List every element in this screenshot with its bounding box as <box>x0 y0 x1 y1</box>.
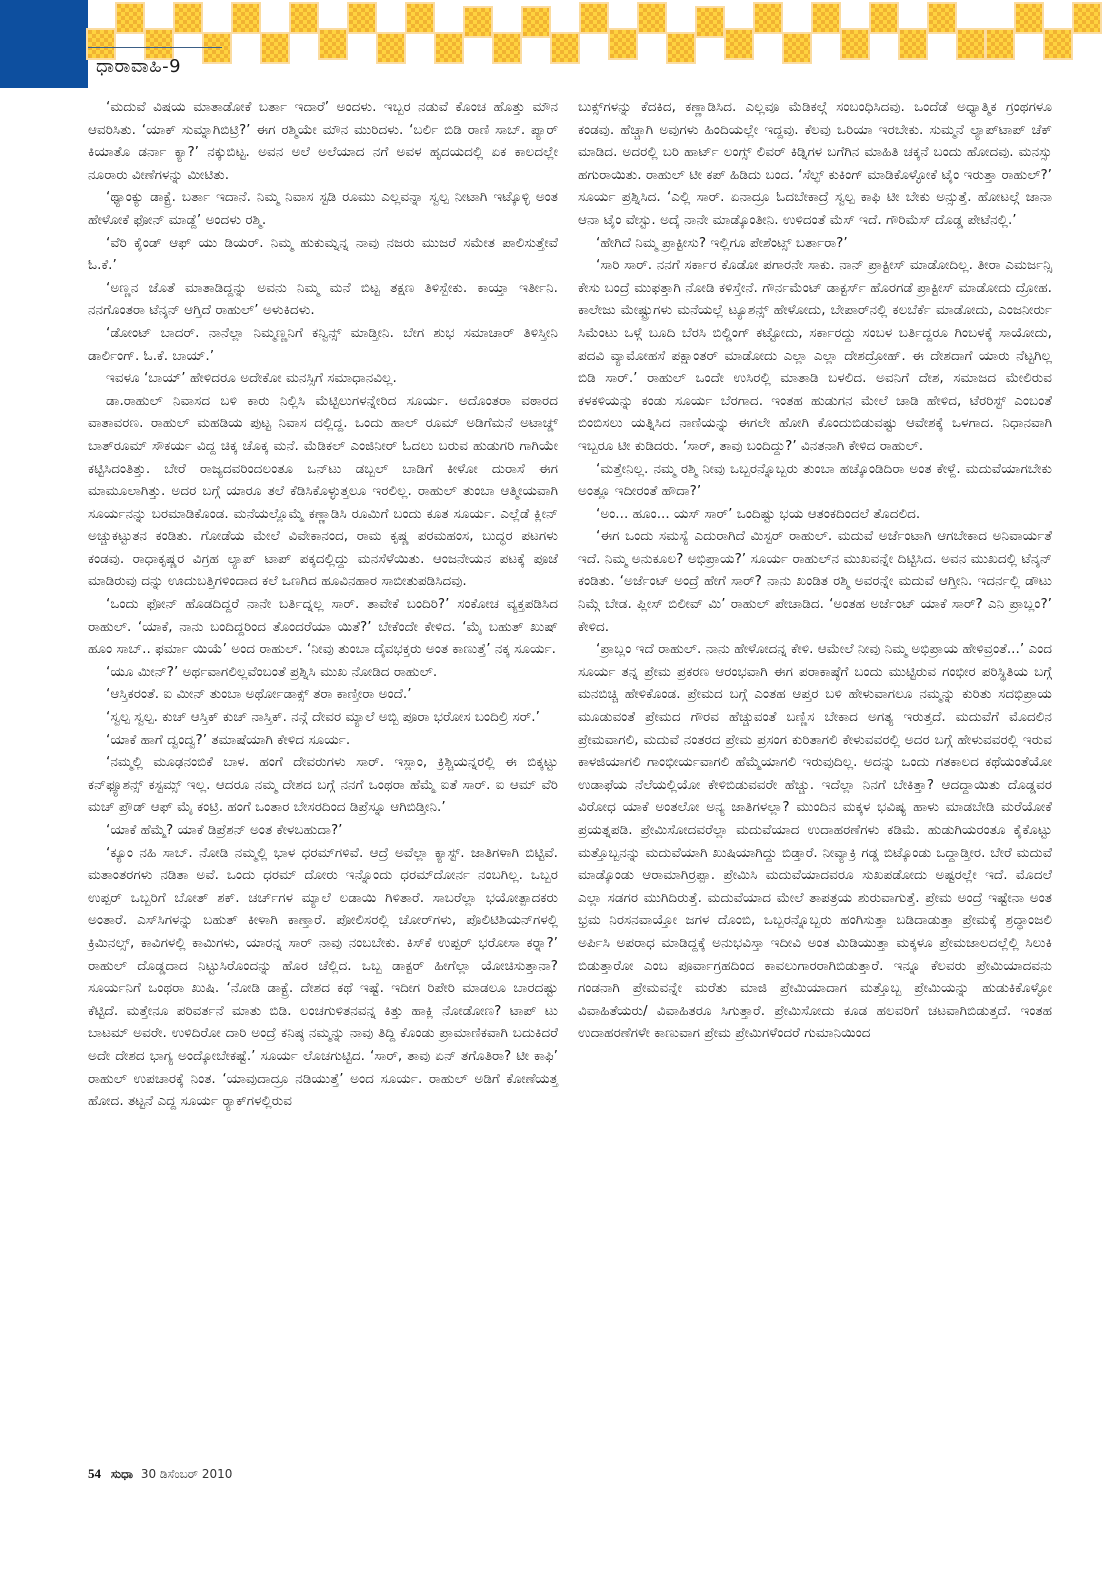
header-rule <box>88 47 222 48</box>
pattern-square <box>581 4 607 32</box>
issue-date: 30 ಡಿಸೆಂಬರ್ 2010 <box>140 1467 233 1481</box>
pattern-square <box>668 34 694 62</box>
article-paragraph: ‘ಯಾಕೆ ಹೆಮ್ಮೆ? ಯಾಕೆ ಡಿಪ್ರೆಶನ್ ಅಂತ ಕೇಳಬಹುದಾ?’ <box>106 822 343 838</box>
article-paragraph: ‘ಹೇಗಿದೆ ನಿಮ್ಮ ಪ್ರಾಕ್ಟೀಸು? ಇಲ್ಲಿಗೂ ಪೇಶೆಂಟ್ಸ್ ಬರ್ತಾರಾ?’ <box>596 234 848 251</box>
article-paragraph: ‘ಮದುವೆ ವಿಷಯ ಮಾತಾಡೋಕೆ ಬರ್ತಾ ಇದಾರೆ’ ಅಂದಳು. ಇಬ್ಬರ ನಡುವೆ ಕೊಂಚ ಹೊತ್ತು ಮೌನ ಆವರಿಸಿತು. ‘ಯಾಕ್ ಸುಮ್ನಾಗಿಬಿಟ್ರಿ?’ ಈಗ ರಶ್ಮಿಯೇ ಮೌನ ಮುರಿದಳು. ‘ಬರ್ಲಿ ಬಿಡಿ ರಾಣಿ ಸಾಬ್. ಪ್ಯಾರ್ ಕಿಯಾತೊ ಡರ್ನಾ ಕ್ಯಾ?’ ನಕ್ಕುಬಿಟ್ಟ. ಅವನ ಅಲೆ ಅಲೆಯಾದ ನಗೆ ಅವಳ ಹೃದಯದಲ್ಲಿ ಏಕ ಕಾಲದಲ್ಲೇ ನೂರಾರು ವೀಣೆಗಳನ್ನು ಮೀಟಿತು. <box>88 99 558 183</box>
article-paragraph: ‘ಒಂದು ಫೋನ್ ಹೊಡದಿದ್ದರೆ ನಾನೇ ಬರ್ತಿದ್ನಲ್ಲ ಸಾರ್. ತಾವೇಕೆ ಬಂದಿರಿ?’ ಸಂಕೋಚ ವ್ಯಕ್ತಪಡಿಸಿದ ರಾಹುಲ್. ‘ಯಾಕೆ, ನಾನು ಬಂದಿದ್ದರಿಂದ ತೊಂದರೆಯಾ ಯಿತೆ?’ ಬೇಕೆಂದೇ ಕೇಳಿದ. ‘ಮೈ ಬಹುತ್ ಖುಷ್ ಹೂಂ ಸಾಬ್.. ಫರ್ಮಾ ಯಿಯೆ’ ಅಂದ ರಾಹುಲ್. ‘ನೀವು ತುಂಬಾ ದೈವಭಕ್ತರು ಅಂತ ಕಾಣುತ್ತೆ’ ನಕ್ಕ ಸೂರ್ಯ. <box>88 596 558 658</box>
pattern-square <box>262 34 288 62</box>
pattern-square <box>929 4 955 32</box>
series-title: ಧಾರಾವಾಹಿ-9 <box>96 56 182 77</box>
article-paragraph: ‘ಅಂ... ಹೂಂ... ಯಸ್ ಸಾರ್’ ಒಂದಿಷ್ಟು ಭಯ ಆತಂಕದಿಂದಲೆ ತೊದಲಿದ. <box>596 505 921 522</box>
pattern-square <box>88 30 114 58</box>
pattern-square <box>146 30 172 58</box>
pattern-square <box>784 34 810 62</box>
pattern-square <box>407 4 433 32</box>
article-paragraph: ಇವಳೂ ‘ಬಾಯ್’ ಹೇಳಿದರೂ ಅದೇಕೋ ಮನಸ್ಸಿಗೆ ಸಮಾಧಾನವಿಲ್ಲ. <box>106 370 397 387</box>
article-paragraph: ‘ಈಗ ಒಂದು ಸಮಸ್ಯೆ ಎದುರಾಗಿದೆ ಮಿಸ್ಟರ್ ರಾಹುಲ್. ಮದುವೆ ಅರ್ಜೆಂಟಾಗಿ ಆಗಬೇಕಾದ ಅನಿವಾರ್ಯತೆ ಇದೆ. ನಿಮ್ಮ ಅನುಕೂಲ? ಅಭಿಪ್ರಾಯ?’ ಸೂರ್ಯ ರಾಹುಲ್‌ನ ಮುಖವನ್ನೇ ದಿಟ್ಟಿಸಿದ. ಅವನ ಮುಖದಲ್ಲಿ ಟೆನ್ಶನ್ ಕಂಡಿತು. ‘ಅರ್ಜೆಂಟ್ ಅಂದ್ರೆ ಹೇಗೆ ಸಾರ್? ನಾನು ಖಂಡಿತ ರಶ್ಮಿ ಅವರನ್ನೇ ಮದುವೆ ಆಗ್ತೀನಿ. ಇದರ್ನಲ್ಲಿ ಡೌಟು ನಿಮ್ಗೆ ಬೇಡ. ಪ್ಲೀಸ್ ಬಿಲೀವ್ ಮಿ’ ರಾಹುಲ್ ಪೇಚಾಡಿದ. ‘ಅಂತಹ ಅರ್ಜೆಂಟ್ ಯಾಕೆ ಸಾರ್? ಎನಿ ಪ್ರಾಬ್ಲಂ?’ ಕೇಳಿದ. <box>578 528 1052 635</box>
pattern-square <box>349 4 375 32</box>
article-paragraph: ಡಾ.ರಾಹುಲ್ ನಿವಾಸದ ಬಳಿ ಕಾರು ನಿಲ್ಲಿಸಿ ಮೆಟ್ಟಿಲುಗಳನ್ನೇರಿದ ಸೂರ್ಯ. ಅದೊಂತರಾ ವಠಾರದ ವಾತಾವರಣ. ರಾಹುಲ್ ಮಹಡಿಯ ಪುಟ್ಟ ನಿವಾಸ ದಲ್ಲಿದ್ದ. ಒಂದು ಹಾಲ್ ರೂಮ್ ಅಡಿಗೆಮನೆ ಅಟಾಚ್ಡ್ ಬಾತ್‌ರೂಮ್ ಸೌಕರ್ಯ ವಿದ್ದ ಚಿಕ್ಕ ಚೊಕ್ಕ ಮನೆ. ಮೆಡಿಕಲ್ ಎಂಜಿನೀರ್ ಓದಲು ಬರುವ ಹುಡುಗರಿ ಗಾಗಿಯೇ ಕಟ್ಟಿಸಿದಂತಿತ್ತು. ಬೇರೆ ರಾಜ್ಯದವರಿಂದಲಂತೂ ಒನ್‌ಟು ಡಬ್ಬಲ್ ಬಾಡಿಗೆ ಕೀಳೋ ದುರಾಸೆ ಈಗ ಮಾಮೂಲಾಗಿತ್ತು. ಅದರ ಬಗ್ಗೆ ಯಾರೂ ತಲೆ ಕೆಡಿಸಿಕೊಳ್ಳುತ್ತಲೂ ಇರಲಿಲ್ಲ. ರಾಹುಲ್ ತುಂಬಾ ಆತ್ಮೀಯವಾಗಿ ಸೂರ್ಯನನ್ನು ಬರಮಾಡಿಕೊಂಡ. ಮನೆಯಲ್ಲೊಮ್ಮೆ ಕಣ್ಣಾಡಿಸಿ ರೂಮಿಗೆ ಬಂದು ಕೂತ ಸೂರ್ಯ. ಎಲ್ಲೆಡೆ ಕ್ಲೀನ್ ಅಚ್ಚುಕಟ್ಟುತನ ಕಂಡಿತು. ಗೋಡೆಯ ಮೇಲೆ ವಿವೇಕಾನಂದ, ರಾಮ ಕೃಷ್ಣ ಪರಮಹಂಸ, ಬುದ್ಧರ ಪಟಗಳು ಕಂಡವು. ರಾಧಾಕೃಷ್ಣರ ವಿಗ್ರಹ ಲ್ಯಾಪ್ ಟಾಪ್ ಪಕ್ಕದಲ್ಲಿದ್ದು ಮನಸೆಳೆಯಿತು. ಆಂಜನೇಯನ ಪಟಕ್ಕೆ ಪೂಜೆ ಮಾಡಿರುವು ದನ್ನು ಊದುಬತ್ತಿಗಳಿಂದಾದ ಕಲೆ ಒಣಗಿದ ಹೂವಿನಹಾರ ಸಾಬೀತುಪಡಿಸಿದವು. <box>88 392 558 590</box>
pattern-square <box>494 34 520 62</box>
pattern-square <box>1074 4 1100 32</box>
pattern-square <box>1045 30 1071 58</box>
article-paragraph: ‘ಯೂ ಮೀನ್?’ ಅರ್ಥವಾಗಲಿಲ್ಲವೆಂಬಂತೆ ಪ್ರಶ್ನಿಸಿ ಮುಖ ನೋಡಿದ ರಾಹುಲ್. <box>106 663 438 680</box>
pattern-square <box>813 4 839 32</box>
article-paragraph: ‘ನಮ್ಮಲ್ಲಿ ಮೂಢನಂಬಿಕೆ ಬಾಳ. ಹಂಗೆ ದೇವರುಗಳು ಸಾರ್. ಇಸ್ಲಾಂ, ಕ್ರಿಶ್ಚಿಯನ್ನರಲ್ಲಿ ಈ ಬಿಕ್ಕಟ್ಟು ಕನ್‌ಫ್ಯೂಶನ್ಸ್ ಕಸ್ಟಮ್ಸ್ ಇಲ್ಲ. ಆದರೂ ನಮ್ಮ ದೇಶದ ಬಗ್ಗೆ ನನಗೆ ಒಂಥರಾ ಹೆಮ್ಮೆ ಐತೆ ಸಾರ್. ಐ ಆಮ್ ವೆರಿ ಮಚ್ ಪ್ರೌಡ್ ಆಫ್ ಮೈ ಕಂಟ್ರಿ. ಹಂಗೆ ಒಂತಾರ ಬೇಸರದಿಂದ ಡಿಪ್ರೆಸ್ನೂ ಆಗಿಬಿಡ್ತೀನಿ.’ <box>88 754 558 816</box>
pattern-square <box>233 4 259 32</box>
pattern-square <box>436 34 462 62</box>
article-paragraph: ಬುಕ್ಸ್‌ಗಳನ್ನು ಕೆದಕಿದ, ಕಣ್ಣಾಡಿಸಿದ. ಎಲ್ಲವೂ ಮೆಡಿಕಲ್ಗೆ ಸಂಬಂಧಿಸಿದವು. ಒಂದೆಡೆ ಅಧ್ಯಾತ್ಮಿಕ ಗ್ರಂಥಗಳೂ ಕಂಡವು. ಹೆಚ್ಚಾಗಿ ಅವುಗಳು ಹಿಂದಿಯಲ್ಲೇ ಇದ್ದವು. ಕೆಲವು ಒರಿಯಾ ಇರಬೇಕು. ಸುಮ್ಮನೆ ಲ್ಯಾಪ್‌ಟಾಪ್ ಚೆಕ್ ಮಾಡಿದ. ಅದರಲ್ಲಿ ಬರಿ ಹಾರ್ಟ್ ಲಂಗ್ಸ್ ಲಿವರ್ ಕಿಡ್ನಿಗಳ ಬಗೆಗಿನ ಮಾಹಿತಿ ಚಕ್ಕನೆ ಬಂದು ಹೋದವು. ಮನಸ್ಸು ಹಗುರಾಯಿತು. ರಾಹುಲ್ ಟೀ ಕಪ್ ಹಿಡಿದು ಬಂದ. ‘ಸೆಲ್ಫ್ ಕುಕಿಂಗ್ ಮಾಡಿಕೊಳ್ಳೋಕೆ ಟೈಂ ಇರುತ್ತಾ ರಾಹುಲ್?’ ಸೂರ್ಯ ಪ್ರಶ್ನಿಸಿದ. ‘ಎಲ್ಲಿ ಸಾರ್. ಏನಾದ್ರೂ ಓದಬೇಕಾದ್ರೆ ಸ್ವಲ್ಪ ಕಾಫಿ ಟೀ ಬೇಕು ಅನ್ಸುತ್ತೆ. ಹೋಟಲ್ಗೆ ಜಾನಾ ಆನಾ ಟೈಂ ವೇಸ್ಟು. ಅದ್ಕೆ ನಾನೇ ಮಾಡ್ಕೊಂತೀನಿ. ಉಳಿದಂತೆ ಮೆಸ್ ಇದೆ. ಗೌರಿಮೆಸ್ ದೊಡ್ಡ ಪೇಟೆನಲ್ಲಿ.’ <box>578 99 1052 228</box>
pattern-square <box>726 30 752 58</box>
page-number: 54 <box>88 1466 101 1481</box>
pattern-square <box>610 30 636 58</box>
article-paragraph: ‘ಆಸ್ತಿಕರಂತೆ. ಐ ಮೀನ್ ತುಂಬಾ ಅರ್ಥೋಡಾಕ್ಸ್ ತರಾ ಕಾಣ್ತೀರಾ ಅಂದೆ.’ <box>106 686 412 703</box>
pattern-square <box>1016 4 1042 32</box>
pattern-square <box>755 4 781 32</box>
article-paragraph: ‘ಮತ್ತೇನಿಲ್ಲ. ನಮ್ಮ ರಶ್ಮಿ ನೀವು ಒಬ್ಬರನ್ನೊಬ್ಬರು ತುಂಬಾ ಹಚ್ಕೊಂಡಿದಿರಾ ಅಂತ ಕೇಳ್ದೆ. ಮದುವೆಯಾಗಬೇಕು ಅಂತ್ಲೂ ಇದೀರಂತೆ ಹೌದಾ?’ <box>578 460 1052 500</box>
pattern-square <box>465 8 491 36</box>
article-paragraph: ‘ಸ್ವಲ್ಪ ಸ್ವಲ್ಪ. ಕುಚ್ ಆಸ್ತಿಕ್ ಕುಚ್ ನಾಸ್ತಿಕ್. ನನ್ಗೆ ದೇವರ ಮ್ಯಾಲೆ ಅಬ್ಬಿ ಪೂರಾ ಭರೋಸ ಬಂದಿಲ್ರಿ ಸರ್.’ <box>106 709 540 726</box>
pattern-square <box>697 8 723 36</box>
article-paragraph: ‘ಕ್ಯೂಂ ನಹಿ ಸಾಬ್. ನೋಡಿ ನಮ್ಮಲ್ಲಿ ಭಾಳ ಧರಮ್‌ಗಳಿವೆ. ಆದ್ರೆ ಅವೆಲ್ಲಾ ಕ್ಯಾಸ್ಟ್. ಜಾತಿಗಳಾಗಿ ಬಿಟ್ಟಿವೆ. ಮತಾಂತರಗಳು ನಡಿತಾ ಅವೆ. ಒಂದು ಧರಮ್ ದೋರು ಇನ್ನೊಂದು ಧರಮ್‌ದೋರ್ನ ನಂಬಗಿಲ್ಲ. ಒಬ್ಬರ ಉಪ್ಪರ್ ಒಬ್ಬರಿಗೆ ಬೋತ್ ಶಕ್. ಚರ್ಚ್‌ಗಳ ಮ್ಯಾಲೆ ಲಡಾಯಿ ಗಿಳಿತಾರೆ. ಸಾಬರೆಲ್ಲಾ ಭಯೋತ್ಪಾದಕರು ಅಂತಾರೆ. ಎಸ್‌ಸಿಗಳನ್ನು ಬಹುತ್ ಕೀಳಾಗಿ ಕಾಣ್ತಾರೆ. ಪೋಲಿಸರಲ್ಲಿ ಚೋರ್‌ಗಳು, ಪೊಲಿಟಿಶಿಯನ್‌ಗಳಲ್ಲಿ ಕ್ರಿಮಿನಲ್ಸ್, ಕಾವಿಗಳಲ್ಲಿ ಕಾಮಿಗಳು, ಯಾರನ್ನ ಸಾರ್ ನಾವು ನಂಬಬೇಕು. ಕಿಸ್‌ಕೆ ಉಪ್ಪರ್ ಭರೋಸಾ ಕರ್‍ನಾ?’ ರಾಹುಲ್ ದೊಡ್ಡದಾದ ನಿಟ್ಟುಸಿರೊಂದನ್ನು ಹೊರ ಚೆಲ್ಲಿದ. ಒಬ್ಬ ಡಾಕ್ಟರ್ ಹೀಗೆಲ್ಲಾ ಯೋಚಿಸುತ್ತಾನಾ? ಸೂರ್ಯನಿಗೆ ಒಂಥರಾ ಖುಷಿ. ‘ನೋಡಿ ಡಾಕ್ಟ್ರೆ. ದೇಶದ ಕಥೆ ಇಷ್ಟೆ. ಇದೀಗ ರಿಪೇರಿ ಮಾಡಲೂ ಬಾರದಷ್ಟು ಕೆಟ್ಟಿದೆ. ಮತ್ತೇನೂ ಪರಿವರ್ತನೆ ಮಾತು ಬಿಡಿ. ಲಂಚಗುಳಿತನವನ್ನ ಕಿತ್ತು ಹಾಕ್ಲಿ ನೋಡೋಣ? ಟಾಪ್ ಟು ಬಾಟಮ್ ಅವರೇ. ಉಳಿದಿರೋ ದಾರಿ ಅಂದ್ರೆ ಕನಿಷ್ಠ ನಮ್ಮನ್ನು ನಾವು ತಿದ್ದಿ ಕೊಂಡು ಪ್ರಾಮಾಣಿಕವಾಗಿ ಬದುಕಿದರೆ ಅದೇ ದೇಶದ ಭಾಗ್ಯ ಅಂದ್ಕೋಬೇಕಷ್ಟೆ.’ ಸೂರ್ಯ ಲೊಚಗುಟ್ಟಿದ. ‘ಸಾರ್, ತಾವು ಏನ್ ತಗೊತಿರಾ? ಟೀ ಕಾಫಿ’ ರಾಹುಲ್ ಉಪಚಾರಕ್ಕೆ ನಿಂತ. ‘ಯಾವುದಾದ್ರೂ ನಡಿಯುತ್ತೆ’ ಅಂದ ಸೂರ್ಯ. ರಾಹುಲ್ ಅಡಿಗೆ ಕೋಣೆಯತ್ತ ಹೋದ. ತಟ್ಟನೆ ಎದ್ದ ಸೂರ್ಯ ರ್‍ಯಾಕ್‌ಗಳಲ್ಲಿರುವ <box>88 844 558 1110</box>
pattern-square <box>117 4 143 32</box>
pattern-square <box>987 30 1013 58</box>
magazine-name: ಸುಧಾ <box>110 1467 134 1481</box>
pattern-square <box>842 30 868 58</box>
left-column <box>88 96 558 1113</box>
right-column <box>578 96 1052 1045</box>
article-paragraph: ‘ಪ್ರಾಬ್ಲಂ ಇದೆ ರಾಹುಲ್. ನಾನು ಹೇಳೋದನ್ನ ಕೇಳಿ. ಆಮೇಲೆ ನೀವು ನಿಮ್ಮ ಅಭಿಪ್ರಾಯ ಹೇಳಿವ್ರಂತೆ...’ ಎಂದ ಸೂರ್ಯ ತನ್ನ ಪ್ರೇಮ ಪ್ರಕರಣ ಆರಂಭವಾಗಿ ಈಗ ಪರಾಕಾಷ್ಠೆಗೆ ಬಂದು ಮುಟ್ಟಿರುವ ಗಂಭೀರ ಪರಿಸ್ಥಿತಿಯ ಬಗ್ಗೆ ಮನಬಿಚ್ಚಿ ಹೇಳಿಕೊಂಡ. ಪ್ರೇಮದ ಬಗ್ಗೆ ಎಂತಹ ಆಪ್ತರ ಬಳಿ ಹೇಳುವಾಗಲೂ ನಮ್ಮನ್ನು ಕುರಿತು ಸದಭಿಪ್ರಾಯ ಮೂಡುವಂತೆ ಪ್ರೇಮದ ಗೌರವ ಹೆಚ್ಚುವಂತೆ ಬಣ್ಣಿಸ ಬೇಕಾದ ಅಗತ್ಯ ಇರುತ್ತದೆ. ಮದುವೆಗೆ ಮೊದಲಿನ ಪ್ರೇಮವಾಗಲಿ, ಮದುವೆ ನಂತರದ ಪ್ರೇಮ ಪ್ರಸಂಗ ಕುರಿತಾಗಲಿ ಕೇಳುವವರಲ್ಲಿ ಅದರ ಬಗ್ಗೆ ಹೇಳುವವರಲ್ಲಿ ಇರುವ ಕಾಳಜಿಯಾಗಲಿ ಗಾಂಭೀರ್ಯವಾಗಲಿ ಹೆಮ್ಮೆಯಾಗಲಿ ಇರುವುದಿಲ್ಲ. ಅದನ್ನು ಒಂದು ಗತಕಾಲದ ಕಥೆಯಂತೆಯೋ ಉಡಾಫೆಯ ನೆಲೆಯಲ್ಲಿಯೋ ಕೇಳಿಬಿಡುವವರೇ ಹೆಚ್ಚು. ಇದೆಲ್ಲಾ ನಿನಗೆ ಬೇಕಿತ್ತಾ? ಆದದ್ದಾಯಿತು ದೊಡ್ಡವರ ವಿರೋಧ ಯಾಕೆ ಅಂತಲೋ ಅನ್ಯ ಜಾತಿಗಳಲ್ಲಾ? ಮುಂದಿನ ಮಕ್ಕಳ ಭವಿಷ್ಯ ಹಾಳು ಮಾಡಬೇಡಿ ಮರೆಯೋಕೆ ಪ್ರಯತ್ನಪಡಿ. ಪ್ರೇಮಿಸೋದವರೆಲ್ಲಾ ಮದುವೆಯಾದ ಉದಾಹರಣೆಗಳು ಕಡಿಮೆ. ಹುಡುಗಿಯರಂತೂ ಕೈಕೊಟ್ಟು ಮತ್ತೊಬ್ಬನನ್ನು ಮದುವೆಯಾಗಿ ಖುಷಿಯಾಗಿದ್ದು ಬಿಡ್ತಾರೆ. ನೀವ್ಯಾಕ್ರಿ ಗಡ್ಡ ಬಿಟ್ಕೊಂಡು ಒದ್ದಾಡ್ತೀರ. ಬೇರೆ ಮದುವೆ ಮಾಡ್ಕೊಂಡು ಆರಾಮಾಗಿರ್ರಪ್ಪಾ. ಪ್ರೇಮಿಸಿ ಮದುವೆಯಾದವರೂ ಸುಖಪಡೋದು ಅಷ್ಟರಲ್ಲೇ ಇದೆ. ಮೊದಲೆ ಎಲ್ಲಾ ಸಡಗರ ಮುಗಿದಿರುತ್ತೆ. ಮದುವೆಯಾದ ಮೇಲೆ ತಾಪತ್ರಯ ಶುರುವಾಗುತ್ತೆ. ಪ್ರೇಮ ಅಂದ್ರೆ ಇಷ್ಟೇನಾ ಅಂತ ಭ್ರಮ ನಿರಸನವಾಯ್ತೋ ಜಗಳ ದೊಂಬಿ, ಒಬ್ಬರನ್ನೊಬ್ಬರು ಹಂಗಿಸುತ್ತಾ ಬಡಿದಾಡುತ್ತಾ ಪ್ರೇಮಕ್ಕೆ ಶ್ರದ್ಧಾಂಜಲಿ ಅರ್ಪಿಸಿ ಅಪರಾಧ ಮಾಡಿದ್ದಕ್ಕೆ ಅನುಭವಿಸ್ತಾ ಇದೀವಿ ಅಂತ ಮಿಡಿಯುತ್ತಾ ಮಕ್ಕಳೂ ಪ್ರೇಮಜಾಲದಲ್ಲೆಲ್ಲಿ ಸಿಲುಕಿ ಬಿಡುತ್ತಾರೋ ಎಂಬ ಪೂರ್ವಾಗ್ರಹದಿಂದ ಕಾವಲುಗಾರರಾಗಿಬಿಡುತ್ತಾರೆ. ಇನ್ನೂ ಕೆಲವರು ಪ್ರೇಮಿಯಾದವನು ಗಂಡನಾಗಿ ಪ್ರೇಮವನ್ನೇ ಮರೆತು ಮಾಜಿ ಪ್ರೇಮಿಯಾದಾಗ ಮತ್ತೊಬ್ಬ ಪ್ರೇಮಿಯನ್ನು ಹುಡುಕಿಕೊಳ್ಳೋ ವಿವಾಹಿತೆಯರು/ ವಿವಾಹಿತರೂ ಸಿಗುತ್ತಾರೆ. ಪ್ರೇಮಿಸೋದು ಕೂಡ ಹಲವರಿಗೆ ಚಟವಾಗಿಬಿಡುತ್ತದೆ. ಇಂತಹ ಉದಾಹರಣೆಗಳೇ ಕಾಣುವಾಗ ಪ್ರೇಮ ಪ್ರೇಮಿಗಳೆಂದರೆ ಗುಮಾನಿಯಿಂದ <box>578 641 1052 1042</box>
pattern-square <box>204 34 230 62</box>
article-paragraph: ‘ಅಣ್ಣನ ಜೊತೆ ಮಾತಾಡಿದ್ದನ್ನು ಅವನು ನಿಮ್ಮ ಮನೆ ಬಿಟ್ಟ ತಕ್ಷಣ ತಿಳಿಸ್ಬೇಕು. ಕಾಯ್ತಾ ಇರ್ತೀನಿ. ನನಗೊಂತರಾ ಟೆನ್ಶನ್ ಆಗ್ತಿದೆ ರಾಹುಲ್’ ಅಳುಕಿದಳು. <box>88 279 558 319</box>
article-paragraph: ‘ಸಾರಿ ಸಾರ್. ನನಗೆ ಸರ್ಕಾರ ಕೊಡೋ ಪಗಾರನೇ ಸಾಕು. ನಾನ್ ಪ್ರಾಕ್ಟೀಸ್ ಮಾಡೋದಿಲ್ಲ. ತೀರಾ ಎಮರ್ಜನ್ಸಿ ಕೇಸು ಬಂದ್ರೆ ಮುಫತ್ತಾಗಿ ನೋಡಿ ಕಳಿಸ್ತೇನೆ. ಗೌರ್ನಮೆಂಟ್ ಡಾಕ್ಟರ್ಸ್ ಹೊರಗಡೆ ಪ್ರಾಕ್ಟೀಸ್ ಮಾಡೋದು ದ್ರೋಹ. ಕಾಲೇಜು ಮೇಷ್ಟ್ರುಗಳು ಮನೆಯಲ್ಲೆ ಟ್ಯೂಶನ್ಸ್ ಹೇಳೋದು, ಬೇಪಾರ್‌ನಲ್ಲಿ ಕಲಬೆರ್ಕೆ ಮಾಡೋದು, ಎಂಜನೀರ್ರು ಸಿಮೆಂಟು ಒಳ್ಗೆ ಬೂದಿ ಬೆರಸಿ ಬಿಲ್ಡಿಂಗ್ ಕಟ್ಟೋದು, ಸರ್ಕಾರದ್ದು ಸಂಬಳ ಬರ್ತಿದ್ದರೂ ಗಿಂಬಳಕ್ಕೆ ಸಾಯೋದು, ಪದವಿ ವ್ಯಾಮೋಹಸೆ ಪಕ್ಷಾಂತರ್ ಮಾಡೋದು ಎಲ್ಲಾ ಎಲ್ಲಾ ದೇಶದ್ರೋಹ್. ಈ ದೇಶದಾಗೆ ಯಾರು ನೆಟ್ಟಗಿಲ್ಲ ಬಿಡಿ ಸಾರ್.’ ರಾಹುಲ್ ಒಂದೇ ಉಸಿರಲ್ಲಿ ಮಾತಾಡಿ ಬಳಲಿದ. ಅವನಿಗೆ ದೇಶ, ಸಮಾಜದ ಮೇಲಿರುವ ಕಳಕಳಿಯನ್ನು ಕಂಡು ಸೂರ್ಯ ಬೆರಗಾದ. ಇಂತಹ ಹುಡುಗನ ಮೇಲೆ ಚಾಡಿ ಹೇಳಿದ, ಟೆರರಿಸ್ಟ್ ಎಂಬಂತೆ ಬಿಂಬಿಸಲು ಯತ್ನಿಸಿದ ನಾಣಿಯನ್ನು ಈಗಲೇ ಹೋಗಿ ಕೊಂದುಬಿಡುವಷ್ಟು ಆವೇಶಕ್ಕೆ ಒಳಗಾದ. ನಿಧಾನವಾಗಿ ಇಬ್ಬರೂ ಟೀ ಕುಡಿದರು. ‘ಸಾರ್, ತಾವು ಬಂದಿದ್ದು?’ ವಿನತನಾಗಿ ಕೇಳಿದ ರಾಹುಲ್. <box>578 257 1052 454</box>
page-footer <box>88 1466 232 1482</box>
pattern-square <box>639 4 665 32</box>
pattern-square <box>958 30 984 58</box>
pattern-square <box>552 34 578 62</box>
pattern-square <box>175 4 201 32</box>
pattern-square <box>378 34 404 62</box>
article-paragraph: ‘ಥ್ಯಾಂಕ್ಯು ಡಾಕ್ಟ್ರೆ. ಬರ್ತಾ ಇದಾನೆ. ನಿಮ್ಮ ನಿವಾಸ ಸ್ಟಡಿ ರೂಮು ಎಲ್ಲವನ್ನಾ ಸ್ವಲ್ಪ ನೀಟಾಗಿ ಇಟ್ಕೊಳ್ಳಿ ಅಂತ ಹೇಳೋಕೆ ಫೋನ್ ಮಾಡ್ದೆ’ ಅಂದಳು ರಶ್ಮಿ. <box>88 189 558 228</box>
article-paragraph: ‘ಯಾಕೆ ಹಾಗೆ ದ್ವಂದ್ವ?’ ತಮಾಷೆಯಾಗಿ ಕೇಳಿದ ಸೂರ್ಯ. <box>106 731 351 748</box>
article-paragraph: ‘ವೆರಿ ಕೈಂಡ್ ಆಫ್ ಯು ಡಿಯರ್. ನಿಮ್ಮ ಹುಕುಮ್ನನ್ನ ನಾವು ನಜರು ಮುಜರೆ ಸಮೇತ ಪಾಲಿಸುತ್ತೇವೆ ಓ.ಕೆ.’ <box>88 234 558 274</box>
header-color-block <box>0 0 88 88</box>
pattern-square <box>871 4 897 32</box>
pattern-square <box>900 30 926 58</box>
article-paragraph: ‘ಡೋಂಟ್ ಬಾದರ್. ನಾನೆಲ್ಲಾ ನಿಮ್ಮಣ್ಣನಿಗೆ ಕನ್ವಿನ್ಸ್ ಮಾಡ್ತೀನಿ. ಬೇಗ ಶುಭ ಸಮಾಚಾರ್ ತಿಳಿಸ್ತೀನಿ ಡಾರ್ಲಿಂಗ್. ಓ.ಕೆ. ಬಾಯ್.’ <box>88 324 558 364</box>
header-checker-pattern <box>88 0 1110 66</box>
pattern-square <box>523 8 549 36</box>
pattern-square <box>291 4 317 32</box>
pattern-square <box>320 30 346 58</box>
